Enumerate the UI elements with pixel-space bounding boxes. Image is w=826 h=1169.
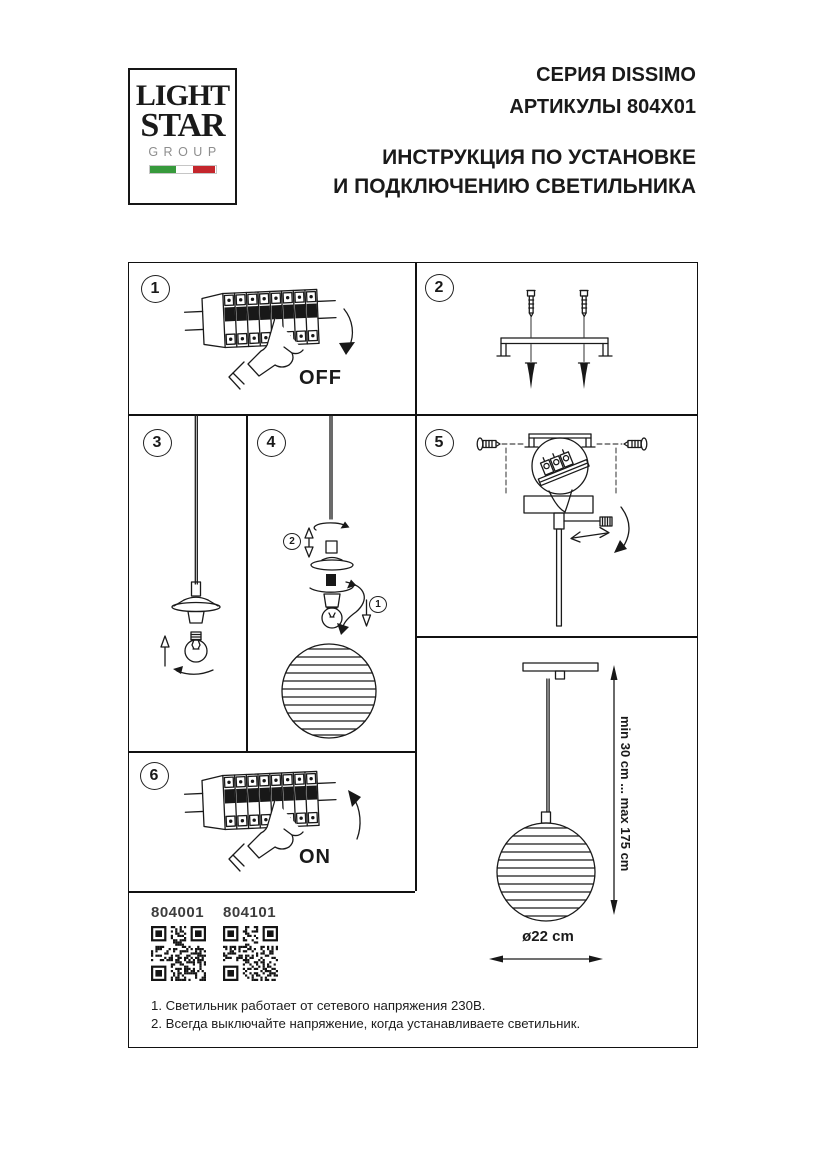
step-4-badge: 4 bbox=[257, 429, 286, 457]
note-line-1: 1. Светильник работает от сетевого напряжения 230В. bbox=[151, 998, 486, 1013]
italian-flag-stripe bbox=[149, 165, 217, 174]
diameter-dimension-arrow bbox=[489, 956, 603, 963]
circuit-breaker-icon bbox=[184, 771, 337, 832]
glass-sphere-icon bbox=[497, 823, 595, 921]
callout-2-badge: 2 bbox=[283, 533, 301, 550]
diameter-label: ø22 cm bbox=[522, 928, 574, 945]
steps-grid bbox=[128, 262, 698, 1048]
ceiling-canopy bbox=[524, 496, 593, 513]
arrow-up-icon bbox=[348, 790, 361, 839]
screw-icon bbox=[477, 438, 500, 450]
step-6-badge: 6 bbox=[140, 762, 169, 790]
note-line-2: 2. Всегда выключайте напряжение, когда устанавливаете светильник. bbox=[151, 1015, 581, 1031]
dimension-drawing bbox=[415, 636, 697, 1047]
series-title: СЕРИЯ DISSIMO bbox=[536, 64, 696, 86]
screw-icon bbox=[624, 438, 647, 450]
canopy-adjustment-illustration bbox=[415, 414, 697, 636]
article-804001-label: 804001 bbox=[151, 904, 205, 921]
lamp-shade-icon bbox=[311, 558, 353, 571]
wall-plug-icon bbox=[526, 363, 537, 389]
height-range-label: min 30 cm ... max 175 cm bbox=[618, 716, 633, 872]
lamp-shade-icon bbox=[172, 597, 220, 623]
step-2-badge: 2 bbox=[425, 274, 454, 302]
step-3-panel bbox=[129, 414, 246, 751]
rotate-arrow-icon bbox=[614, 507, 629, 553]
logo-word-light: LIGHT bbox=[135, 79, 230, 112]
up-down-arrow-icon bbox=[305, 528, 313, 557]
shade-bulb-illustration bbox=[129, 414, 246, 751]
glass-sphere-icon bbox=[282, 644, 376, 738]
on-label: ON bbox=[299, 846, 331, 868]
step-5-panel bbox=[415, 414, 697, 636]
arrow-up-icon bbox=[161, 636, 169, 666]
rotate-arrow-icon bbox=[314, 522, 349, 531]
logo-word-star: STAR bbox=[140, 107, 225, 144]
socket-bulb-icon bbox=[322, 594, 342, 628]
curved-arrow-icon bbox=[337, 582, 364, 635]
step-1-panel bbox=[129, 263, 415, 414]
qr-code-804101 bbox=[223, 926, 278, 981]
logo-word-group: GROUP bbox=[148, 145, 222, 159]
pointing-hand-icon bbox=[229, 800, 303, 871]
light-bulb-icon bbox=[185, 632, 207, 662]
pointing-hand-icon bbox=[229, 318, 303, 389]
safety-notes bbox=[151, 997, 691, 1032]
step-3-badge: 3 bbox=[143, 429, 172, 457]
instruction-title bbox=[333, 143, 696, 201]
step-1-badge: 1 bbox=[141, 275, 170, 303]
article-804101-label: 804101 bbox=[223, 904, 277, 921]
screw-icon bbox=[580, 291, 588, 317]
height-dimension-arrow bbox=[611, 665, 618, 915]
assembly-illustration bbox=[246, 414, 415, 751]
instruction-title-line1: ИНСТРУКЦИЯ ПО УСТАНОВКЕ bbox=[382, 146, 696, 169]
step-4-panel bbox=[246, 414, 415, 751]
arrow-down-icon bbox=[339, 309, 355, 355]
step-5-badge: 5 bbox=[425, 429, 454, 457]
wall-plug-icon bbox=[579, 363, 590, 389]
step-2-panel bbox=[415, 263, 697, 414]
suspension-rod bbox=[557, 529, 562, 626]
cord-holder bbox=[192, 582, 201, 596]
circuit-breaker-icon bbox=[184, 289, 337, 350]
rotate-arrow-icon bbox=[173, 666, 213, 674]
screw-icon bbox=[527, 291, 535, 317]
instruction-title-line2: И ПОДКЛЮЧЕНИЮ СВЕТИЛЬНИКА bbox=[333, 175, 696, 198]
callout-1-badge: 1 bbox=[369, 596, 387, 613]
step-6-panel bbox=[129, 751, 415, 891]
cord-lock bbox=[326, 541, 337, 553]
breaker-off-illustration bbox=[129, 263, 415, 414]
terminal-block-icon bbox=[532, 443, 590, 486]
mounting-bracket-illustration bbox=[415, 263, 697, 414]
qr-code-804001 bbox=[151, 926, 206, 981]
lock-screw-icon bbox=[564, 517, 612, 526]
off-label: OFF bbox=[299, 367, 342, 389]
slide-arrow-icon bbox=[571, 528, 609, 543]
divider-panel6-bottom bbox=[129, 891, 415, 893]
ceiling-plate bbox=[523, 663, 598, 671]
pendant-dimension-illustration bbox=[415, 636, 697, 1047]
lightstar-logo bbox=[128, 68, 237, 205]
document-header bbox=[509, 59, 696, 123]
breaker-on-illustration bbox=[129, 751, 415, 891]
detail-magnifier-balloon bbox=[532, 438, 590, 512]
articles-title: АРТИКУЛЫ 804X01 bbox=[509, 96, 696, 118]
